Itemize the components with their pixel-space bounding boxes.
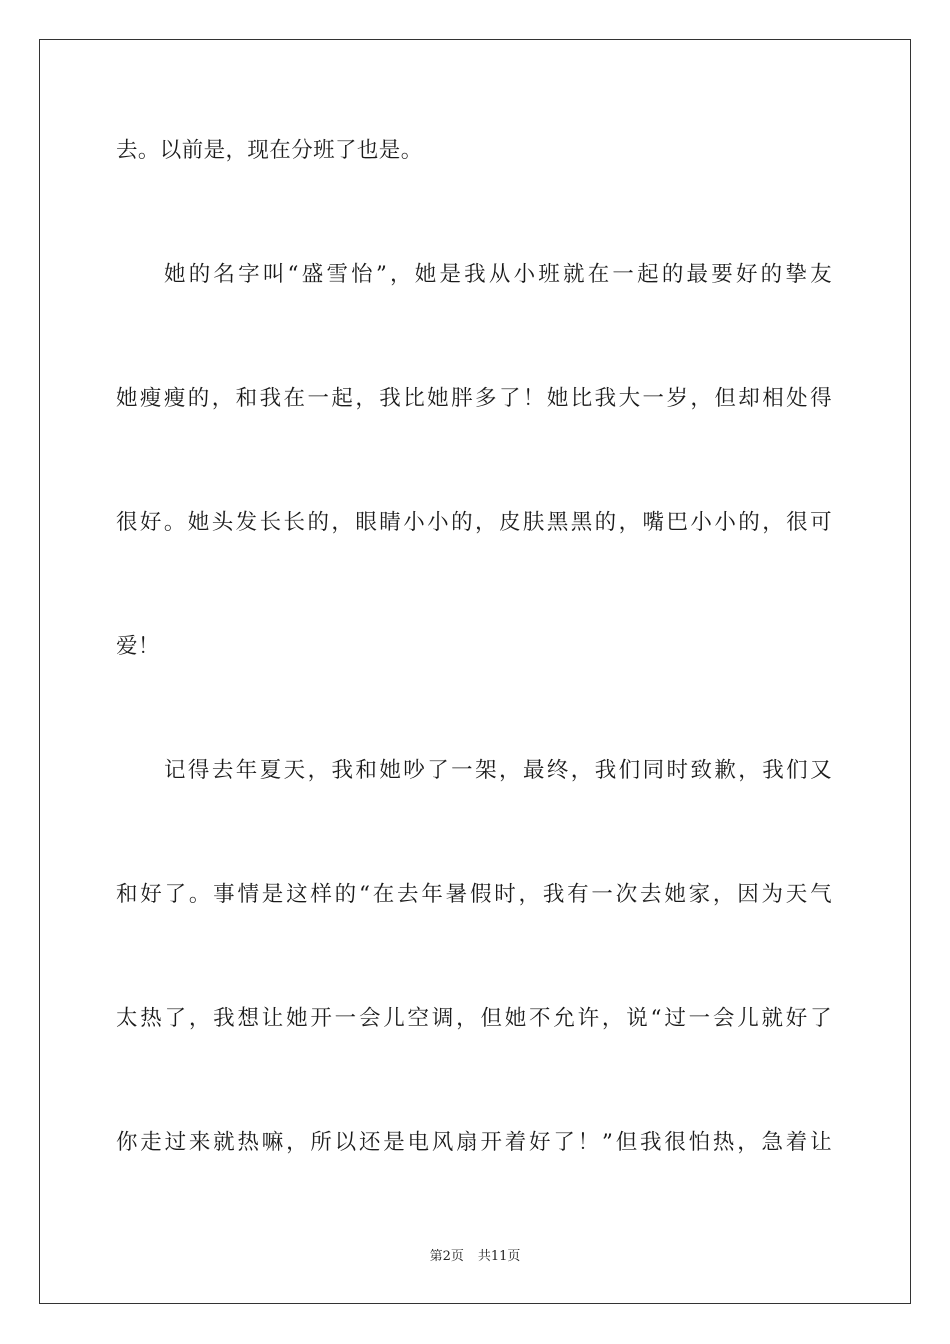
text-line-6: 记得去年夏天，我和她吵了一架，最终，我们同时致歉，我们又 bbox=[164, 758, 832, 783]
text-line-5: 爱！ bbox=[116, 634, 160, 659]
page-footer bbox=[0, 1248, 950, 1266]
text-line-2: 她的名字叫“盛雪怡”，她是我从小班就在一起的最要好的挚友 bbox=[164, 262, 832, 287]
page-total: 共11页 bbox=[477, 1249, 521, 1264]
page-number: 第2页 bbox=[429, 1249, 464, 1264]
text-line-1: 去。以前是，现在分班了也是。 bbox=[116, 138, 423, 163]
page-frame bbox=[39, 39, 911, 1304]
text-line-4: 很好。她头发长长的，眼睛小小的，皮肤黑黑的，嘴巴小小的，很可 bbox=[116, 510, 832, 535]
text-line-7: 和好了。事情是这样的“在去年暑假时，我有一次去她家，因为天气 bbox=[116, 882, 832, 907]
text-line-3: 她瘦瘦的，和我在一起，我比她胖多了！她比我大一岁，但却相处得 bbox=[116, 386, 832, 411]
text-line-9: 你走过来就热嘛，所以还是电风扇开着好了！”但我很怕热，急着让 bbox=[116, 1130, 832, 1155]
text-line-8: 太热了，我想让她开一会儿空调，但她不允许，说“过一会儿就好了 bbox=[116, 1006, 832, 1031]
